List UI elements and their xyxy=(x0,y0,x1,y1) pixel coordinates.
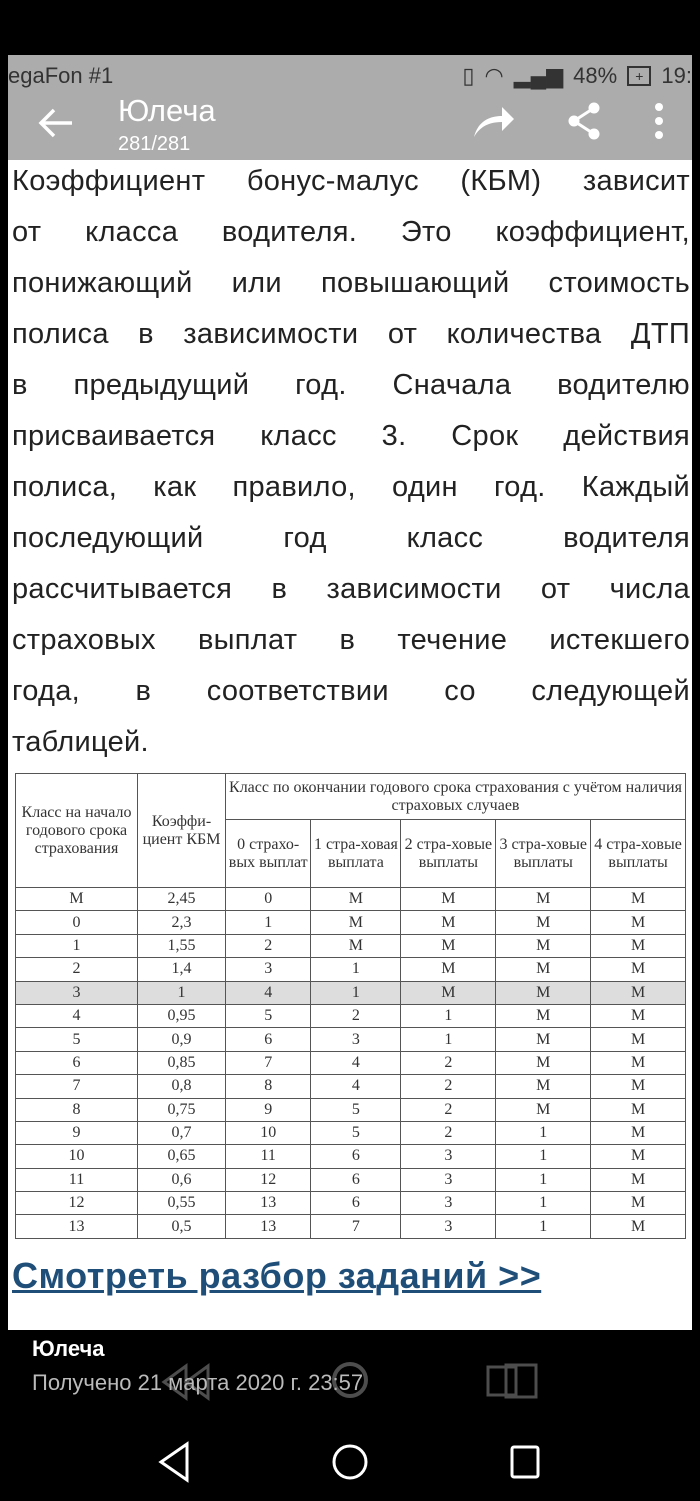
table-cell: 2 xyxy=(401,1098,496,1121)
table-cell: 6 xyxy=(16,1051,138,1074)
table-cell: 3 xyxy=(401,1215,496,1238)
play-circle-icon xyxy=(330,1360,370,1400)
table-cell: М xyxy=(496,888,591,911)
table-cell: 2 xyxy=(226,934,311,957)
table-cell: М xyxy=(591,888,686,911)
nav-home-icon[interactable] xyxy=(330,1440,370,1484)
article-line-text: года, в соответствии со следующей xyxy=(12,675,690,707)
table-cell: 7 xyxy=(311,1215,401,1238)
article-line xyxy=(12,318,690,351)
kbm-table xyxy=(15,773,686,1239)
message-image xyxy=(8,55,692,1330)
table-cell: 1 xyxy=(496,1215,591,1238)
table-cell: 0,5 xyxy=(138,1215,226,1238)
table-cell: 8 xyxy=(226,1075,311,1098)
battery-icon: + xyxy=(627,66,651,86)
clock: 19: xyxy=(661,63,692,88)
table-cell: 10 xyxy=(16,1145,138,1168)
table-row xyxy=(16,1145,686,1168)
table-cell: 3 xyxy=(401,1145,496,1168)
nav-recents-icon[interactable] xyxy=(508,1440,542,1484)
header-group: Класс по окончании годового срока страхования с учётом наличия страховых случаев xyxy=(226,774,686,820)
table-cell: 7 xyxy=(16,1075,138,1098)
received-timestamp: Получено 21 марта 2020 г. 23:57 xyxy=(32,1370,364,1395)
table-cell: 4 xyxy=(16,1004,138,1027)
table-row xyxy=(16,1121,686,1144)
table-cell: 1 xyxy=(401,1028,496,1051)
table-cell: 6 xyxy=(311,1168,401,1191)
table-row xyxy=(16,911,686,934)
table-cell: 2 xyxy=(401,1075,496,1098)
table-cell: 3 xyxy=(16,981,138,1004)
table-row xyxy=(16,1168,686,1191)
table-cell: М xyxy=(591,981,686,1004)
table-cell: 0,8 xyxy=(138,1075,226,1098)
table-cell: 6 xyxy=(311,1192,401,1215)
table-cell: 0,9 xyxy=(138,1028,226,1051)
table-cell: М xyxy=(16,888,138,911)
table-cell: 0,7 xyxy=(138,1121,226,1144)
rewind-icon xyxy=(160,1362,210,1402)
table-row xyxy=(16,981,686,1004)
article-line-text: присваивается класс 3. Срок действия xyxy=(12,420,690,452)
table-cell: 1 xyxy=(496,1145,591,1168)
table-cell: 1 xyxy=(16,934,138,957)
table-cell: М xyxy=(591,1028,686,1051)
table-row xyxy=(16,1215,686,1238)
article-line-text: полиса в зависимости от количества ДТП xyxy=(12,318,690,350)
table-cell: 1 xyxy=(401,1004,496,1027)
table-cell: М xyxy=(591,1145,686,1168)
table-cell: М xyxy=(496,934,591,957)
table-cell: 5 xyxy=(311,1098,401,1121)
table-cell: М xyxy=(591,1168,686,1191)
table-cell: 11 xyxy=(16,1168,138,1191)
header-coef: Коэффи-циент КБМ xyxy=(138,774,226,888)
table-cell: 1,4 xyxy=(138,958,226,981)
table-cell: 8 xyxy=(16,1098,138,1121)
table-cell: 4 xyxy=(311,1051,401,1074)
article-line xyxy=(12,267,690,300)
table-cell: 0,6 xyxy=(138,1168,226,1191)
table-cell: М xyxy=(591,1004,686,1027)
table-cell: 7 xyxy=(226,1051,311,1074)
header-col: 1 стра-ховая выплата xyxy=(311,820,401,888)
header-class-start: Класс на начало годового срока страхования xyxy=(16,774,138,888)
table-cell: М xyxy=(401,888,496,911)
table-cell: М xyxy=(496,1028,591,1051)
article-line xyxy=(12,420,690,453)
table-cell: 6 xyxy=(226,1028,311,1051)
article-line-text: от класса водителя. Это коэффициент, xyxy=(12,216,690,248)
table-cell: 1 xyxy=(496,1168,591,1191)
table-cell: М xyxy=(311,934,401,957)
table-cell: М xyxy=(591,1215,686,1238)
sender-name: Юлеча xyxy=(32,1336,105,1361)
table-cell: 3 xyxy=(401,1192,496,1215)
table-cell: М xyxy=(401,981,496,1004)
back-arrow-icon[interactable] xyxy=(36,105,76,141)
article-line xyxy=(12,369,690,402)
table-cell: 5 xyxy=(311,1121,401,1144)
table-cell: М xyxy=(496,1051,591,1074)
article-line-text: страховых выплат в течение истекшего xyxy=(12,624,690,656)
table-cell: 0,65 xyxy=(138,1145,226,1168)
table-cell: М xyxy=(591,1051,686,1074)
table-cell: 2 xyxy=(311,1004,401,1027)
article-line-text: таблицей. xyxy=(12,726,149,758)
table-cell: М xyxy=(591,934,686,957)
header-col: 3 стра-ховые выплаты xyxy=(496,820,591,888)
table-cell: М xyxy=(401,934,496,957)
table-cell: 0 xyxy=(16,911,138,934)
table-cell: М xyxy=(496,1004,591,1027)
table-cell: 2 xyxy=(401,1051,496,1074)
app-bar-overlay xyxy=(8,55,692,160)
article-line xyxy=(12,522,690,555)
article-line-text: рассчитывается в зависимости от числа xyxy=(12,573,690,605)
battery-percent: 48% xyxy=(573,63,618,88)
table-row xyxy=(16,1075,686,1098)
table-cell: 0,75 xyxy=(138,1098,226,1121)
article-line xyxy=(12,165,690,198)
article-line xyxy=(12,216,690,249)
forward-icon[interactable] xyxy=(470,103,516,139)
table-cell: 3 xyxy=(311,1028,401,1051)
table-cell: М xyxy=(311,888,401,911)
header-col: 2 стра-ховые выплаты xyxy=(401,820,496,888)
table-cell: 2,45 xyxy=(138,888,226,911)
article-line xyxy=(12,471,690,504)
table-cell: 3 xyxy=(226,958,311,981)
table-cell: 0,55 xyxy=(138,1192,226,1215)
table-cell: 3 xyxy=(401,1168,496,1191)
table-cell: М xyxy=(401,958,496,981)
share-icon[interactable] xyxy=(566,101,602,141)
table-cell: 1 xyxy=(496,1192,591,1215)
table-cell: 2 xyxy=(16,958,138,981)
table-cell: 1,55 xyxy=(138,934,226,957)
table-row xyxy=(16,1028,686,1051)
table-cell: 5 xyxy=(16,1028,138,1051)
table-cell: М xyxy=(591,911,686,934)
table-row xyxy=(16,1192,686,1215)
table-row xyxy=(16,1004,686,1027)
table-cell: 9 xyxy=(226,1098,311,1121)
table-row xyxy=(16,1051,686,1074)
table-cell: 2,3 xyxy=(138,911,226,934)
table-cell: 1 xyxy=(138,981,226,1004)
table-cell: 12 xyxy=(16,1192,138,1215)
table-cell: 0 xyxy=(226,888,311,911)
table-cell: М xyxy=(591,1121,686,1144)
table-cell: 11 xyxy=(226,1145,311,1168)
table-row xyxy=(16,934,686,957)
table-cell: 13 xyxy=(16,1215,138,1238)
header-col: 0 страхо-вых выплат xyxy=(226,820,311,888)
table-row xyxy=(16,958,686,981)
table-cell: 6 xyxy=(311,1145,401,1168)
wifi-icon: ◠ xyxy=(484,63,504,88)
article-line-text: в предыдущий год. Сначала водителю xyxy=(12,369,690,401)
table-cell: М xyxy=(496,981,591,1004)
article-line xyxy=(12,726,690,759)
carrier-label: egaFon #1 xyxy=(8,63,114,88)
article-line xyxy=(12,675,690,708)
table-cell: 13 xyxy=(226,1215,311,1238)
chat-title: Юлеча xyxy=(118,93,216,128)
table-cell: М xyxy=(591,1192,686,1215)
image-counter: 281/281 xyxy=(118,133,191,155)
article-line-text: Коэффициент бонус-малус (КБМ) зависит xyxy=(12,165,690,197)
table-cell: М xyxy=(591,958,686,981)
article-line xyxy=(12,573,690,606)
signal-icon: ▂▄▆ xyxy=(513,63,564,88)
status-bar xyxy=(8,63,692,91)
table-cell: М xyxy=(496,958,591,981)
nav-back-icon[interactable] xyxy=(155,1440,191,1484)
vibrate-icon: ▯ xyxy=(462,63,475,88)
table-cell: 13 xyxy=(226,1192,311,1215)
split-view-icon xyxy=(486,1363,540,1399)
table-cell: 12 xyxy=(226,1168,311,1191)
table-cell: 1 xyxy=(311,981,401,1004)
table-cell: 10 xyxy=(226,1121,311,1144)
view-tasks-link[interactable]: Смотреть разбор заданий >> xyxy=(12,1255,542,1296)
table-cell: М xyxy=(496,1098,591,1121)
table-cell: 4 xyxy=(311,1075,401,1098)
article-line-text: понижающий или повышающий стоимость xyxy=(12,267,690,299)
more-options-icon[interactable] xyxy=(652,101,666,141)
table-cell: 1 xyxy=(226,911,311,934)
article-line-text: последующий год класс водителя xyxy=(12,522,690,554)
table-cell: 0,85 xyxy=(138,1051,226,1074)
article-line xyxy=(12,624,690,657)
table-cell: М xyxy=(591,1098,686,1121)
table-cell: 5 xyxy=(226,1004,311,1027)
table-cell: М xyxy=(496,911,591,934)
table-cell: М xyxy=(591,1075,686,1098)
header-col: 4 стра-ховые выплаты xyxy=(591,820,686,888)
table-cell: 1 xyxy=(311,958,401,981)
table-cell: 0,95 xyxy=(138,1004,226,1027)
table-row xyxy=(16,888,686,911)
table-cell: М xyxy=(401,911,496,934)
table-cell: 4 xyxy=(226,981,311,1004)
table-cell: 1 xyxy=(496,1121,591,1144)
table-cell: М xyxy=(311,911,401,934)
table-row xyxy=(16,1098,686,1121)
table-cell: М xyxy=(496,1075,591,1098)
table-cell: 9 xyxy=(16,1121,138,1144)
article-line-text: полиса, как правило, один год. Каждый xyxy=(12,471,690,503)
table-cell: 2 xyxy=(401,1121,496,1144)
